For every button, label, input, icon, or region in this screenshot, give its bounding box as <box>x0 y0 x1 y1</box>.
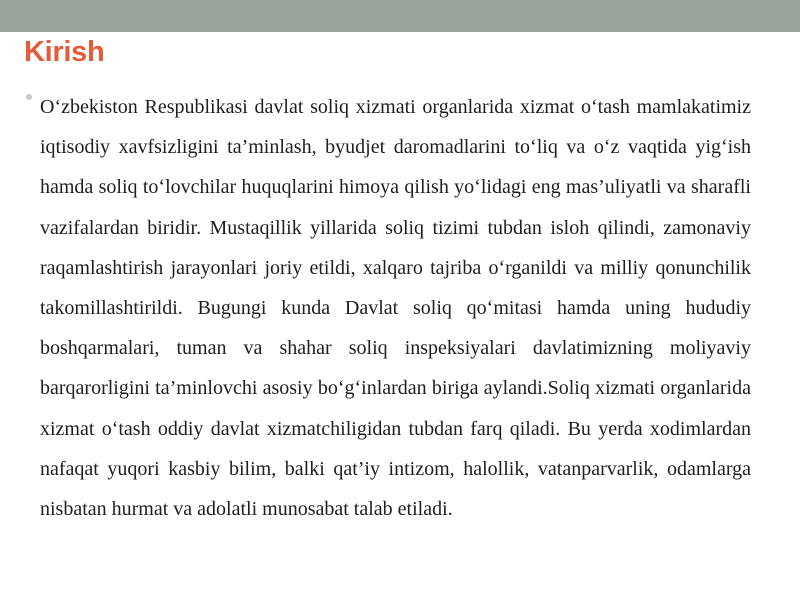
slide-title: Kirish <box>24 36 105 68</box>
top-banner <box>0 0 800 32</box>
body-paragraph: O‘zbekiston Respublikasi davlat soliq xizmati organlarida xizmat o‘tash mamlakatimiz iqtisodiy xavfsizligini ta’minlash, byudjet daromadlarini to‘liq va o‘z vaqtida yig‘ish hamda soliq to‘lovchilar huquqlarini himoya qilish yo‘lidagi eng mas’uliyatli va sharafli vazifalardan biridir. Mustaqillik yillarida soliq tizimi tubdan isloh qilindi, zamonaviy raqamlashtirish jarayonlari joriy etildi, xalqaro tajriba o‘rganildi va milliy qonunchilik takomillashtirildi. Bugungi kunda Davlat soliq qo‘mitasi hamda uning hududiy boshqarmalari, tuman va shahar soliq inspeksiyalari davlatimizning moliyaviy barqarorligini ta’minlovchi asosiy bo‘g‘inlardan biriga aylandi.Soliq xizmati organlarida xizmat o‘tash oddiy davlat xizmatchiligidan tubdan farq qiladi. Bu yerda xodimlardan nafaqat yuqori kasbiy bilim, balki qat’iy intizom, halollik, vatanparvarlik, odamlarga nisbatan hurmat va adolatli munosabat talab etiladi. <box>40 96 751 521</box>
bullet-icon <box>26 94 32 100</box>
